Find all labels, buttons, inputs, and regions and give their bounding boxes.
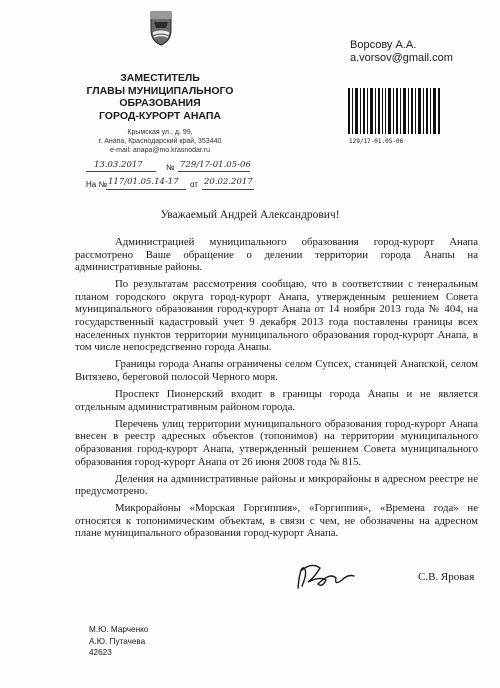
incoming-number: 117/01.05.14-17 (108, 177, 179, 187)
body-paragraph: Деления на административные районы и микрорайоны в адресном реестре не предусмотрено. (75, 472, 478, 498)
body-paragraph: Проспект Пионерский входит в границы города Анапы и не является отдельным административным районом города. (75, 388, 478, 413)
incoming-date-underline (202, 189, 254, 190)
letterhead-title (70, 72, 250, 122)
outgoing-date: 13.03.2017 (94, 160, 143, 170)
incoming-number-underline (106, 189, 186, 190)
outgoing-number: 729/17-01.05-06 (180, 160, 251, 170)
body-paragraph: Границы города Анапы ограничены селом Супсех, станицей Анапской, селом Витязево, береговой полосой Черного моря. (75, 358, 478, 383)
executor-line: М.Ю. Марченко (89, 625, 149, 634)
executor-line: 42623 (89, 648, 112, 657)
letterhead-line: ГЛАВЫ МУНИЦИПАЛЬНОГО (86, 84, 234, 97)
executor-block (89, 624, 148, 659)
barcode-icon (346, 88, 441, 134)
handwritten-signature (290, 558, 360, 596)
body-paragraph: Перечень улиц территории муниципального образования город-курорт Анапа внесен в реестр адресных объектов (топонимов) на территории муниципального образования город-курорт Анапа, утвержденный решением Совета муниципального образования город-курорт Анапа от 26 июня 2008 года № 815. (75, 417, 478, 468)
number-underline (178, 171, 250, 172)
executor-line: А.Ю. Путачева (89, 636, 146, 646)
from-label: от (190, 180, 198, 189)
recipient-name: Ворсову А.А. (350, 39, 417, 51)
date-underline (86, 171, 156, 172)
recipient-block (350, 39, 453, 65)
letterhead-line: ГОРОД-КУРОРТ АНАПА (98, 109, 222, 122)
letter-body (75, 236, 478, 545)
letterhead-address (70, 128, 250, 155)
signer-name: С.В. Яровая (418, 571, 475, 583)
body-paragraph: По результатам рассмотрения сообщаю, что в соответствии с генеральным планом городского округа город-курорт Анапа, утвержденным решением Совета муниципального образования город-курорт Анапа от 14 ноября 2013 года № 404, на государственный кадастровый учет 9 декабря 2013 года поставлены границы всех населенных пунктов территории муниципального образования город-курорт Анапа, в том числе непосредственно города Анапы. (75, 278, 478, 354)
address-line: г. Анапа, Краснодарский край, 353440 (98, 138, 222, 145)
salutation: Уважаемый Андрей Александрович! (160, 209, 340, 221)
incoming-label: На № (86, 180, 108, 189)
coat-of-arms-icon (148, 10, 174, 46)
barcode-number: 129/17-01.05-06 (349, 138, 404, 145)
number-label: № (166, 163, 175, 172)
incoming-date: 20.02.2017 (204, 177, 253, 187)
recipient-email: a.vorsov@gmail.com (350, 52, 453, 64)
body-paragraph: Администрацией муниципального образования город-курорт Анапа рассмотрено Ваше обращение о делении территории города Анапы на административные районы. (75, 236, 478, 274)
address-line: Крымская ул., д. 99, (127, 129, 193, 136)
body-paragraph: Микрорайоны «Морская Горгиппия», «Горгиппия», «Времена года» не относятся к топонимическим объектам, в связи с чем, не обозначены на адресном плане муниципального образования город-курорт Анапа. (75, 502, 478, 540)
address-line: e-mail: anapa@mo.krasnodar.ru (109, 147, 211, 154)
letterhead-line: ОБРАЗОВАНИЯ (119, 97, 201, 109)
letterhead-line: ЗАМЕСТИТЕЛЬ (120, 72, 200, 84)
